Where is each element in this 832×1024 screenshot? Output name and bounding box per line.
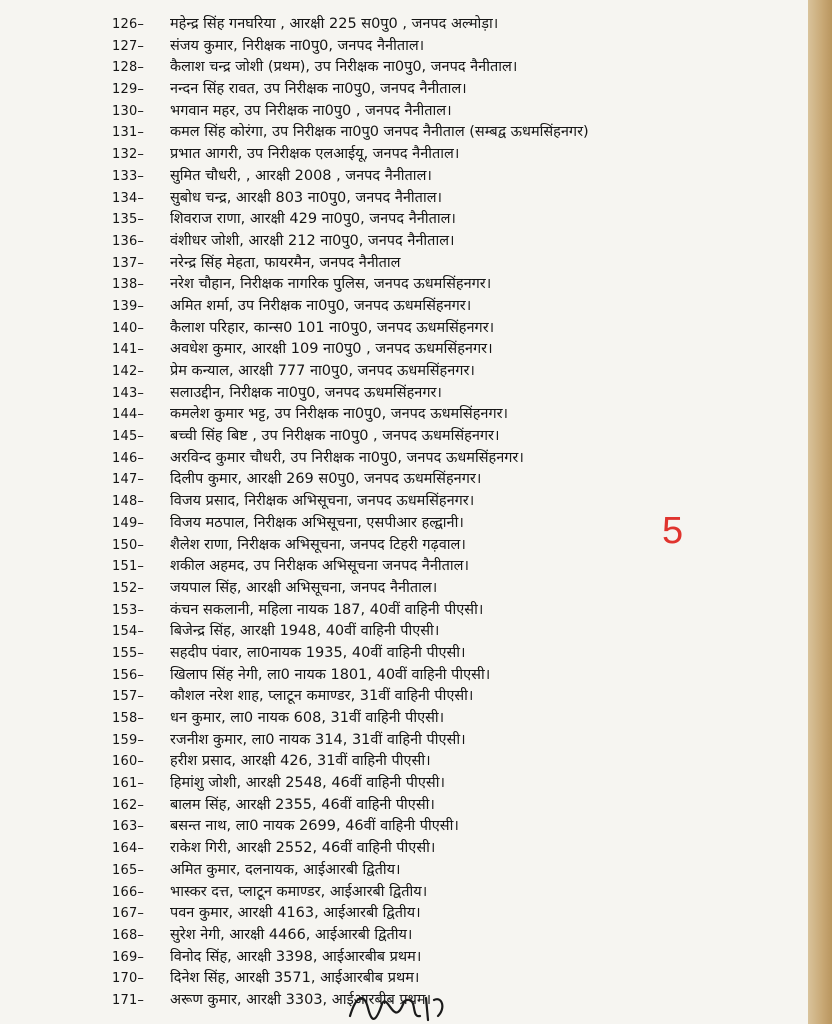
entry-text: शिवराज राणा, आरक्षी 429 ना0पु0, जनपद नैनीताल। (170, 211, 456, 228)
entry-number: 142– (112, 364, 145, 379)
list-item (0, 947, 808, 969)
entry-number: 167– (112, 906, 145, 922)
entry-text: रजनीश कुमार, ला0 नायक 314, 31वीं वाहिनी पीएसी। (170, 731, 466, 748)
entry-text: दिनेश सिंह, आरक्षी 3571, आईआरबीब प्रथम। (170, 970, 420, 987)
list-item (0, 578, 808, 600)
list-item (0, 57, 808, 79)
entry-text: धन कुमार, ला0 नायक 608, 31वीं वाहिनी पीएसी। (170, 710, 445, 726)
list-item (0, 209, 808, 231)
entry-number: 149– (112, 515, 145, 531)
entry-text: अवधेश कुमार, आरक्षी 109 ना0पु0 , जनपद ऊधमसिंहनगर। (170, 341, 493, 358)
entry-number: 134– (112, 190, 145, 206)
entry-number: 157– (112, 689, 145, 705)
entry-text: सुमित चौधरी, , आरक्षी 2008 , जनपद नैनीताल। (170, 167, 432, 184)
entry-text: कौशल नरेश शाह, प्लाटून कमाण्डर, 31वीं वाहिनी पीएसी। (170, 688, 474, 705)
list-item (0, 122, 808, 144)
entry-number: 126– (112, 17, 145, 32)
entry-number: 162– (112, 797, 145, 813)
entry-number: 153– (112, 602, 145, 618)
entry-number: 128– (112, 60, 145, 76)
list-item (0, 816, 808, 838)
entry-number: 164– (112, 841, 145, 857)
entry-number: 171– (112, 992, 145, 1008)
entry-text: नरेश चौहान, निरीक्षक नागरिक पुलिस, जनपद ऊधमसिंहनगर। (170, 276, 492, 293)
entry-text: सलाउद्दीन, निरीक्षक ना0पु0, जनपद ऊधमसिंहनगर। (170, 384, 442, 401)
entry-number: 148– (112, 494, 145, 510)
entry-number: 132– (112, 147, 145, 163)
entry-number: 166– (112, 884, 145, 900)
entry-number: 158– (112, 711, 145, 726)
list-item (0, 535, 808, 557)
entry-text: अरविन्द कुमार चौधरी, उप निरीक्षक ना0पु0, जनपद ऊधमसिंहनगर। (170, 449, 524, 466)
list-item (0, 838, 808, 860)
entry-text: बसन्त नाथ, ला0 नायक 2699, 46वीं वाहिनी पीएसी। (170, 818, 459, 835)
entry-number: 127– (112, 38, 145, 54)
entry-text: विजय मठपाल, निरीक्षक अभिसूचना, एसपीआर हल्द्वानी। (170, 514, 464, 531)
list-item (0, 882, 808, 904)
list-item (0, 491, 808, 513)
list-item (0, 426, 808, 448)
entry-text: प्रभात आगरी, उप निरीक्षक एलआईयू, जनपद नैनीताल। (170, 146, 460, 163)
list-item (0, 383, 808, 405)
list-item (0, 166, 808, 188)
list-item (0, 600, 808, 622)
entry-text: नरेन्द्र सिंह मेहता, फायरमैन, जनपद नैनीताल (170, 254, 401, 271)
entry-number: 160– (112, 754, 145, 770)
entry-text: अमित कुमार, दलनायक, आईआरबी द्वितीय। (170, 861, 401, 878)
entry-text: खिलाप सिंह नेगी, ला0 नायक 1801, 40वीं वाहिनी पीएसी। (170, 666, 491, 683)
entry-text: प्रेम कन्याल, आरक्षी 777 ना0पु0, जनपद ऊधमसिंहनगर। (170, 363, 475, 379)
entry-number: 133– (112, 168, 145, 184)
entry-text: विनोद सिंह, आरक्षी 3398, आईआरबीब प्रथम। (170, 948, 422, 965)
entry-text: अमित शर्मा, उप निरीक्षक ना0पु0, जनपद ऊधमसिंहनगर। (170, 297, 472, 314)
entry-number: 136– (112, 233, 145, 249)
list-item (0, 730, 808, 752)
entry-number: 137– (112, 255, 145, 271)
entry-text: जयपाल सिंह, आरक्षी अभिसूचना, जनपद नैनीताल। (170, 579, 438, 596)
entry-number: 154– (112, 624, 145, 640)
entry-number: 155– (112, 645, 145, 661)
entry-text: नन्दन सिंह रावत, उप निरीक्षक ना0पु0, जनपद नैनीताल। (170, 81, 467, 98)
entry-text: सहदीप पंवार, ला0नायक 1935, 40वीं वाहिनी पीएसी। (170, 644, 466, 661)
list-item (0, 751, 808, 773)
entry-text: हिमांशु जोशी, आरक्षी 2548, 46वीं वाहिनी पीएसी। (170, 775, 445, 792)
entry-number: 146– (112, 450, 145, 466)
entry-number: 159– (112, 732, 145, 748)
entry-number: 129– (112, 82, 145, 98)
list-item (0, 513, 808, 535)
entry-number: 152– (112, 580, 145, 596)
entry-text: संजय कुमार, निरीक्षक ना0पु0, जनपद नैनीताल। (170, 37, 425, 54)
entry-number: 169– (112, 949, 145, 965)
entry-number: 141– (112, 342, 145, 358)
list-item (0, 231, 808, 253)
list-item (0, 925, 808, 947)
entry-text: वंशीधर जोशी, आरक्षी 212 ना0पु0, जनपद नैनीताल। (170, 232, 455, 249)
list-item (0, 253, 808, 275)
entry-text: बालम सिंह, आरक्षी 2355, 46वीं वाहिनी पीएसी। (170, 796, 435, 813)
entry-number: 165– (112, 862, 145, 878)
entry-text: विजय प्रसाद, निरीक्षक अभिसूचना, जनपद ऊधमसिंहनगर। (170, 493, 475, 510)
list-item (0, 643, 808, 665)
entry-text: कैलाश चन्द्र जोशी (प्रथम), उप निरीक्षक ना0पु0, जनपद नैनीताल। (170, 59, 518, 76)
list-item (0, 404, 808, 426)
paper-edge (808, 0, 832, 1024)
list-item (0, 903, 808, 925)
entry-number: 139– (112, 298, 145, 314)
list-item (0, 339, 808, 361)
entry-text: दिलीप कुमार, आरक्षी 269 स0पु0, जनपद ऊधमसिंहनगर। (170, 471, 482, 488)
list-item (0, 448, 808, 470)
entry-text: हरीश प्रसाद, आरक्षी 426, 31वीं वाहिनी पीएसी। (170, 753, 431, 770)
list-item (0, 101, 808, 123)
list-item (0, 14, 808, 36)
entry-text: राकेश गिरी, आरक्षी 2552, 46वीं वाहिनी पीएसी। (170, 840, 436, 857)
list-item (0, 469, 808, 491)
entry-number: 147– (112, 472, 145, 488)
entry-text: कमलेश कुमार भट्ट, उप निरीक्षक ना0पु0, जनपद ऊधमसिंहनगर। (170, 406, 509, 423)
entry-text: सुरेश नेगी, आरक्षी 4466, आईआरबी द्वितीय। (170, 926, 413, 943)
entry-text: सुबोध चन्द्र, आरक्षी 803 ना0पु0, जनपद नैनीताल। (170, 189, 443, 206)
entry-text: अरूण कुमार, आरक्षी 3303, आईआरबीब प्रथम। (170, 991, 432, 1008)
list-item (0, 665, 808, 687)
entry-text: कंचन सकलानी, महिला नायक 187, 40वीं वाहिनी पीएसी। (170, 601, 484, 618)
entry-text: पवन कुमार, आरक्षी 4163, आईआरबी द्वितीय। (170, 905, 421, 922)
list-item (0, 795, 808, 817)
entry-text: कैलाश परिहार, कान्स0 101 ना0पु0, जनपद ऊधमसिंहनगर। (170, 319, 495, 336)
list-item (0, 296, 808, 318)
entry-number: 151– (112, 559, 145, 575)
entry-number: 135– (112, 212, 145, 228)
list-item (0, 274, 808, 296)
entry-number: 168– (112, 927, 145, 943)
entry-text: शैलेश राणा, निरीक्षक अभिसूचना, जनपद टिहरी गढ़वाल। (170, 536, 466, 553)
page-number: 5 (662, 510, 684, 552)
entry-number: 138– (112, 277, 145, 293)
personnel-list (0, 14, 808, 1012)
list-item (0, 773, 808, 795)
list-item (0, 188, 808, 210)
list-item (0, 144, 808, 166)
signature-mark (342, 986, 452, 1024)
entry-text: महेन्द्र सिंह गनघरिया , आरक्षी 225 स0पु0 , जनपद अल्मोड़ा। (170, 16, 499, 32)
list-item (0, 318, 808, 340)
entry-number: 130– (112, 103, 145, 119)
entry-number: 131– (112, 125, 145, 141)
entry-text: शकील अहमद, उप निरीक्षक अभिसूचना जनपद नैनीताल। (170, 558, 469, 575)
entry-text: बच्ची सिंह बिष्ट , उप निरीक्षक ना0पु0 , जनपद ऊधमसिंहनगर। (170, 428, 500, 445)
entry-text: कमल सिंह कोरंगा, उप निरीक्षक ना0पु0 जनपद नैनीताल (सम्बद्व ऊधमसिंहनगर) (170, 124, 589, 141)
entry-number: 145– (112, 429, 145, 445)
list-item (0, 36, 808, 58)
entry-number: 140– (112, 320, 145, 336)
list-item (0, 556, 808, 578)
entry-number: 143– (112, 385, 145, 401)
entry-text: भास्कर दत्त, प्लाटून कमाण्डर, आईआरबी द्वितीय। (170, 883, 428, 900)
list-item (0, 708, 808, 730)
entry-number: 156– (112, 667, 145, 683)
entry-number: 144– (112, 407, 145, 423)
list-item (0, 621, 808, 643)
entry-number: 150– (112, 537, 145, 553)
list-item (0, 361, 808, 383)
entry-number: 161– (112, 776, 145, 792)
entry-number: 170– (112, 971, 145, 987)
list-item (0, 79, 808, 101)
entry-text: बिजेन्द्र सिंह, आरक्षी 1948, 40वीं वाहिनी पीएसी। (170, 623, 440, 640)
entry-text: भगवान महर, उप निरीक्षक ना0पु0 , जनपद नैनीताल। (170, 102, 452, 119)
list-item (0, 686, 808, 708)
list-item (0, 860, 808, 882)
entry-number: 163– (112, 819, 145, 835)
